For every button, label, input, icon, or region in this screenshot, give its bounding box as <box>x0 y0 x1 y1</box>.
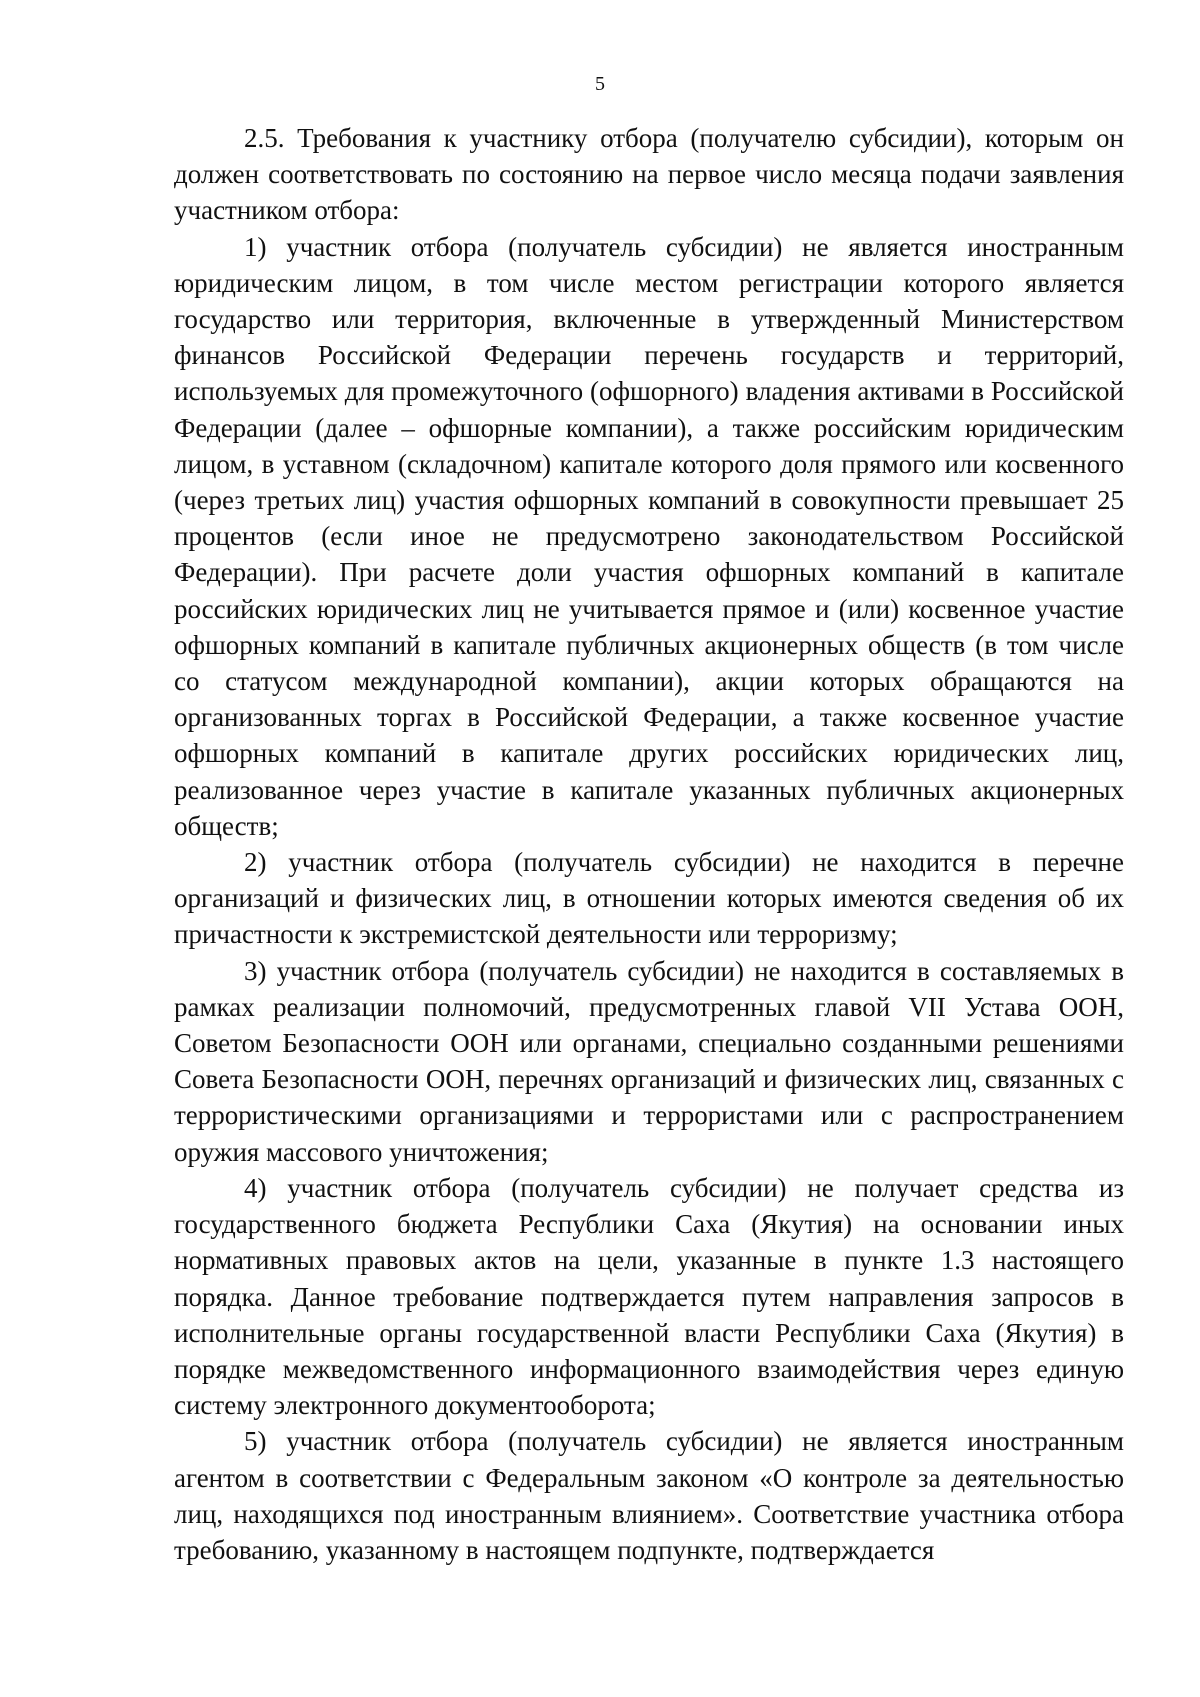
paragraph-2-5-intro: 2.5. Требования к участнику отбора (получателю субсидии), которым он должен соответствовать по состоянию на первое число месяца подачи заявления участником отбора: <box>174 123 1124 226</box>
paragraph-item-1: 1) участник отбора (получатель субсидии) не является иностранным юридическим лицом, в том числе местом регистрации которого является государство или территория, включенные в утвержденный Министерством финансов Российской Федерации перечень государств и территорий, используемых для промежуточного (офшорного) владения активами в Российской Федерации (далее – офшорные компании), а также российским юридическим лицом, в уставном (складочном) капитале которого доля прямого или косвенного (через третьих лиц) участия офшорных компаний в совокупности превышает 25 процентов (если иное не предусмотрено законодательством Российской Федерации). При расчете доли участия офшорных компаний в капитале российских юридических лиц не учитывается прямое и (или) косвенное участие офшорных компаний в капитале публичных акционерных обществ (в том числе со статусом международной компании), акции которых обращаются на организованных торгах в Российской Федерации, а также косвенное участие офшорных компаний в капитале других российских юридических лиц, реализованное через участие в капитале указанных публичных акционерных обществ; <box>174 231 1124 841</box>
paragraph-item-5: 5) участник отбора (получатель субсидии) не является иностранным агентом в соответствии с Федеральным законом «О контроле за деятельностью лиц, находящихся под иностранным влиянием». Соответствие участника отбора требованию, указанному в настоящем подпункте, подтверждается <box>174 1426 1124 1565</box>
document-body <box>174 120 1124 1568</box>
page-number: 5 <box>595 73 605 95</box>
paragraph-item-4: 4) участник отбора (получатель субсидии) не получает средства из государственного бюджета Республики Саха (Якутия) на основании иных нормативных правовых актов на цели, указанные в пункте 1.3 настоящего порядка. Данное требование подтверждается путем направления запросов в исполнительные органы государственной власти Республики Саха (Якутия) в порядке межведомственного информационного взаимодействия через единую систему электронного документооборота; <box>174 1172 1124 1421</box>
paragraph-item-3: 3) участник отбора (получатель субсидии) не находится в составляемых в рамках реализации полномочий, предусмотренных главой VII Устава ООН, Советом Безопасности ООН или органами, специально созданными решениями Совета Безопасности ООН, перечнях организаций и физических лиц, связанных с террористическими организациями и террористами или с распространением оружия массового уничтожения; <box>174 955 1124 1167</box>
paragraph-item-2: 2) участник отбора (получатель субсидии) не находится в перечне организаций и физических лиц, в отношении которых имеются сведения об их причастности к экстремистской деятельности или терроризму; <box>174 847 1124 950</box>
